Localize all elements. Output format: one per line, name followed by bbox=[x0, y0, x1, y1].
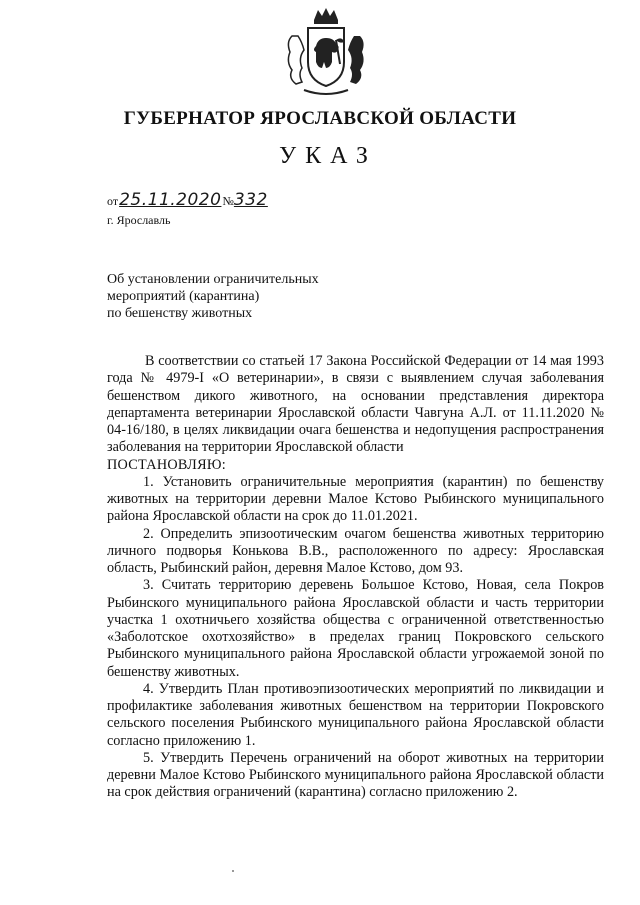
item-paragraph-2: 2. Определить эпизоотическим очагом бешенства животных территорию личного подворья Конькова В.В., расположенного по адресу: Ярославская область, Рыбинский район, деревня Малое Кстово, дом 93. bbox=[107, 525, 604, 576]
issuer-title: ГУБЕРНАТОР ЯРОСЛАВСКОЙ ОБЛАСТИ bbox=[123, 108, 517, 129]
subject-line: мероприятий (карантина) bbox=[107, 289, 260, 304]
item-paragraph-5: 5. Утвердить Перечень ограничений на оборот животных на территории деревни Малое Кстово Рыбинского муниципального района Ярославской области на срок действия ограничений (карантина) согласно приложению 2. bbox=[107, 749, 604, 801]
document-type-title: УКАЗ bbox=[279, 143, 377, 169]
subject-line: Об установлении ограничительных bbox=[107, 272, 319, 287]
scan-speck bbox=[232, 870, 234, 872]
coat-of-arms-icon bbox=[278, 6, 374, 102]
document-date: 25.11.2020 bbox=[119, 190, 222, 210]
subject-line: по бешенству животных bbox=[107, 306, 253, 321]
city-line: г. Ярославль bbox=[107, 213, 171, 227]
document-body bbox=[107, 353, 604, 802]
date-number-line bbox=[107, 190, 268, 210]
resolve-heading: ПОСТАНОВЛЯЮ: bbox=[107, 456, 226, 473]
document-subject bbox=[107, 271, 319, 322]
date-prefix: от bbox=[107, 194, 119, 208]
item-paragraph-1: 1. Установить ограничительные мероприятия (карантин) по бешенству животных на территории деревни Малое Кстово Рыбинского муниципального района Ярославской области на срок до 11.01.2021. bbox=[107, 473, 604, 525]
preamble-paragraph: В соответствии со статьей 17 Закона Российской Федерации от 14 мая 1993 года № 4979-I «О ветеринарии», в связи с выявлением случая заболевания бешенством дикого животного, на основании представления директора департамента ветеринарии Ярославской области Чавгуна А.Л. от 11.11.2020 № 04-16/180, в целях ликвидации очага бешенства и недопущения распространения заболевания на территории Ярославской области bbox=[107, 353, 604, 456]
number-prefix: № bbox=[222, 194, 234, 208]
item-paragraph-4: 4. Утвердить План противоэпизоотических мероприятий по ликвидации и профилактике заболевания животных бешенством на территории Покровского сельского поселения Рыбинского муниципального района Ярославской области согласно приложению 1. bbox=[107, 680, 604, 749]
item-paragraph-3: 3. Считать территорию деревень Большое Кстово, Новая, села Покров Рыбинского муниципального района Ярославской области и часть территории участка 1 охотничьего хозяйства общества с ограниченной ответственностью «Заболотское охотхозяйство» в пределах границ Покровского сельского Рыбинского муниципального района Ярославской области угрожаемой зоной по бешенству животных. bbox=[107, 577, 604, 680]
document-number: 332 bbox=[233, 190, 268, 210]
